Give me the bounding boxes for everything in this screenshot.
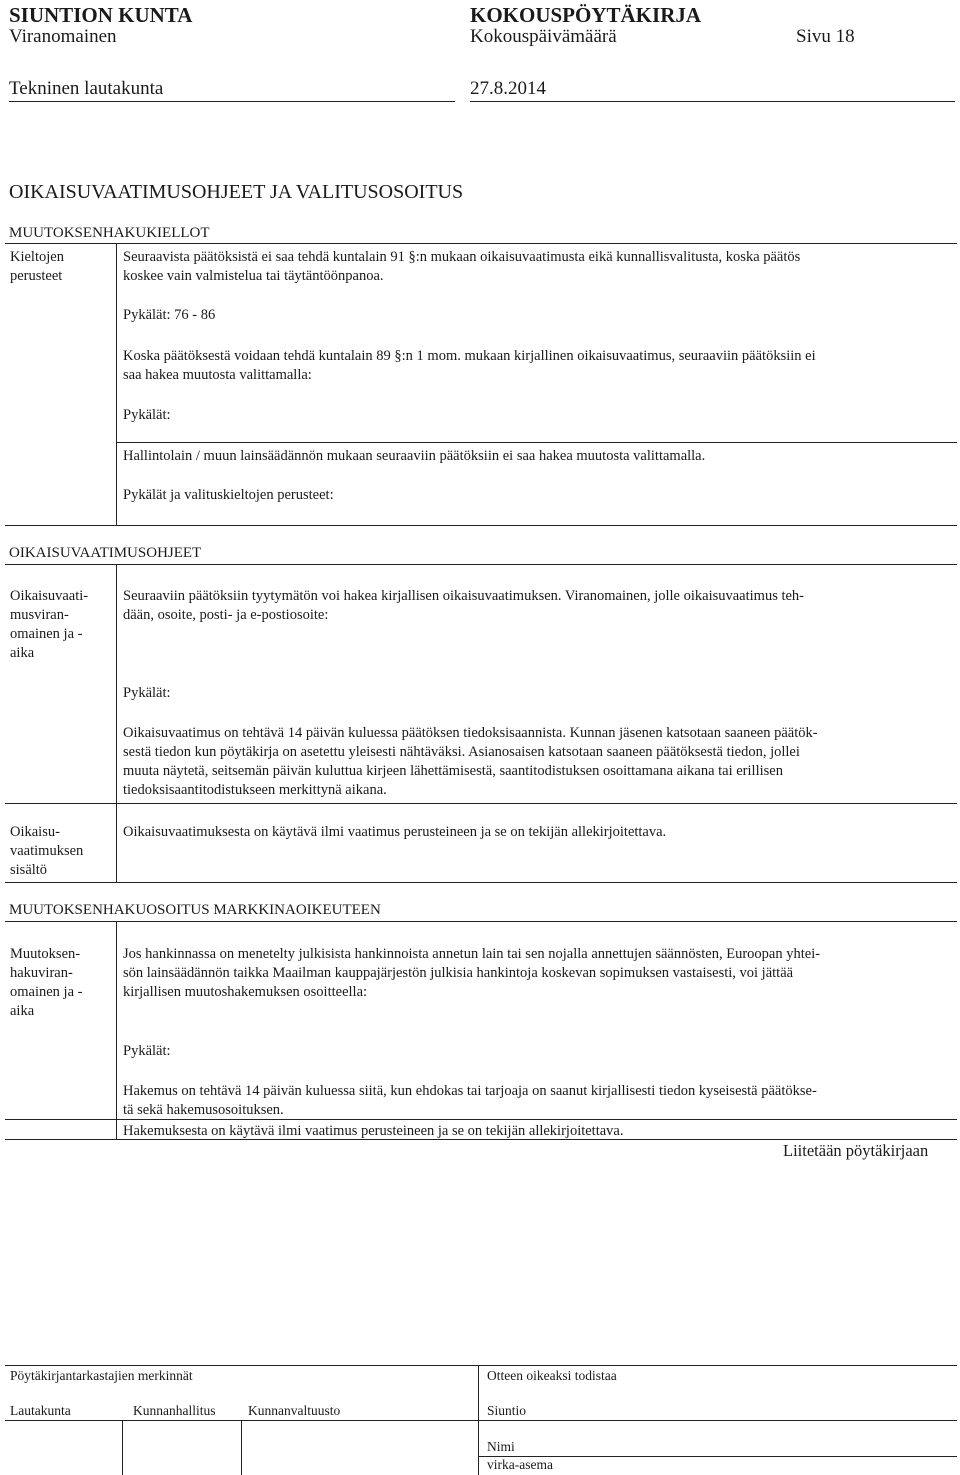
section2-top-rule [5,564,957,565]
authority-name: Tekninen lautakunta [9,78,164,99]
section1-inner-rule [116,442,957,443]
text-line: Seuraavista päätöksistä ei saa tehdä kuntalain 91 §:n mukaan oikaisuvaatimusta eikä kunnallisvalitusta, koska päätös [123,249,801,265]
label-line: Kieltojen [10,249,64,265]
header-divider-left [9,101,455,102]
page-number: Sivu 18 [796,26,855,47]
section1-paragraph-3: Hallintolain / muun lainsäädännön mukaan seuraaviin päätöksiin ei saa hakea muutosta valittamalla. [123,448,706,464]
section1-bottom-rule [5,525,957,526]
section1-pykalat-3: Pykälät ja valituskieltojen perusteet: [123,487,334,503]
section3-column-rule [116,921,117,1139]
section2-pykalat: Pykälät: [123,685,171,701]
section-title-market-court: MUUTOKSENHAKUOSOITUS MARKKINAOIKEUTEEN [9,902,381,918]
footer-body-board: Lautakunta [10,1403,71,1418]
footer-body-council: Kunnanvaltuusto [248,1403,341,1418]
section3-label [10,945,82,1021]
section3-top-rule [5,921,957,922]
attachment-note: Liitetään pöytäkirjaan [783,1141,929,1160]
footer-mid-rule [5,1420,957,1421]
label-line: Oikaisu- [10,824,60,840]
section-title-rectification: OIKAISUVAATIMUSOHJEET [9,545,202,561]
text-line: kirjallisen muutoshakemuksen osoitteella: [123,984,368,1000]
section2-column-rule [116,564,117,882]
section2-label-authority [10,587,88,663]
section1-pykalat-1: Pykälät: 76 - 86 [123,307,216,323]
footer-body-municipal-board: Kunnanhallitus [133,1403,216,1418]
section2-bottom-rule [5,882,957,883]
authority-label: Viranomainen [9,26,117,47]
label-line: Oikaisuvaati- [10,588,89,604]
text-line: saa hakea muutosta valittamalla: [123,367,312,383]
footer-title-label: virka-asema [487,1457,553,1472]
label-line: perusteet [10,268,63,284]
section1-column-rule [116,243,117,525]
footer-copy-label: Otteen oikeaksi todistaa [487,1368,617,1383]
section1-label [10,248,64,286]
section1-pykalat-2: Pykälät: [123,407,171,423]
label-line: omainen ja - [10,626,83,642]
text-line: Hakemus on tehtävä 14 päivän kuluessa siitä, kun ehdokas tai tarjoaja on saanut kirjallisesti tiedon kyseisestä päätökse- [123,1083,817,1099]
text-line: sön lainsäädännön taikka Maailman kauppajärjestön julkisia hankintoja koskevan sopimuksen vastaisesti, voi jättää [123,965,794,981]
section1-paragraph-2 [123,347,816,385]
label-line: Muutoksen- [10,946,81,962]
section1-top-rule [5,243,957,244]
label-line: sisältö [10,862,48,878]
text-line: Koska päätöksestä voidaan tehdä kuntalain 89 §:n 1 mom. mukaan kirjallinen oikaisuvaatimus, seuraaviin päätöksiin ei [123,348,816,364]
section2-label-content [10,823,83,880]
text-line: Jos hankinnassa on menetelty julkisista hankinnoista annetun lain tai sen nojalla annettujen säännösten, Euroopan yhtei- [123,946,821,962]
section3-pykalat: Pykälät: [123,1043,171,1059]
section1-paragraph-1 [123,248,800,286]
text-line: sestä tiedon kun pöytäkirja on asetettu yleisesti nähtäväksi. Asianosaisen katsotaan saaneen päätöksestä tiedon, jollei [123,744,800,760]
footer-top-rule [5,1365,957,1366]
text-line: Oikaisuvaatimus on tehtävä 14 päivän kuluessa päätöksen tiedoksisaannista. Kunnan jäsenen katsotaan saaneen päätök- [123,725,818,741]
section3-paragraph-2 [123,1082,817,1120]
text-line: muuta näytetä, seitsemän päivän kuluttua kirjeen lähettämisestä, saantitodistuksen osoittamana aikana tai erillisen [123,763,783,779]
footer-signature-divider-1 [122,1420,123,1475]
label-line: aika [10,1003,35,1019]
document-type: KOKOUSPÖYTÄKIRJA [470,3,702,27]
section3-paragraph-1 [123,945,820,1002]
text-line: koskee vain valmistelua tai täytäntöönpanoa. [123,268,384,284]
text-line: tä sekä hakemusosoituksen. [123,1102,284,1118]
footer-place: Siuntio [487,1403,527,1418]
label-line: omainen ja - [10,984,83,1000]
meeting-date: 27.8.2014 [470,78,546,99]
header-divider-right [470,101,955,102]
text-line: Seuraaviin päätöksiin tyytymätön voi hakea kirjallisen oikaisuvaatimuksen. Viranomainen, jolle oikaisuvaatimus teh- [123,588,805,604]
section2-mid-rule [5,803,957,804]
meeting-date-label: Kokouspäivämäärä [470,26,617,47]
footer-inspectors-label: Pöytäkirjantarkastajien merkinnät [10,1368,193,1383]
label-line: hakuviran- [10,965,73,981]
text-line: tiedoksisaantitodistukseen merkittynä aikana. [123,782,387,798]
municipality-name: SIUNTION KUNTA [9,3,193,27]
section3-inner-rule [5,1119,957,1120]
section3-paragraph-3: Hakemuksesta on käytävä ilmi vaatimus perusteineen ja se on tekijän allekirjoitettava. [123,1123,624,1139]
section3-bottom-rule [5,1139,957,1140]
label-line: aika [10,645,35,661]
section2-paragraph-2 [123,724,818,800]
page-title: OIKAISUVAATIMUSOHJEET JA VALITUSOSOITUS [9,181,464,203]
section2-paragraph-1 [123,587,804,625]
footer-signature-divider-2 [241,1420,242,1475]
footer-name-label: Nimi [487,1439,515,1454]
section2-paragraph-3: Oikaisuvaatimuksesta on käytävä ilmi vaatimus perusteineen ja se on tekijän allekirjoitettava. [123,824,667,840]
text-line: dään, osoite, posti- ja e-postiosoite: [123,607,329,623]
label-line: vaatimuksen [10,843,84,859]
label-line: musviran- [10,607,69,623]
section-title-appeal-bans: MUUTOKSENHAKUKIELLOT [9,225,210,241]
